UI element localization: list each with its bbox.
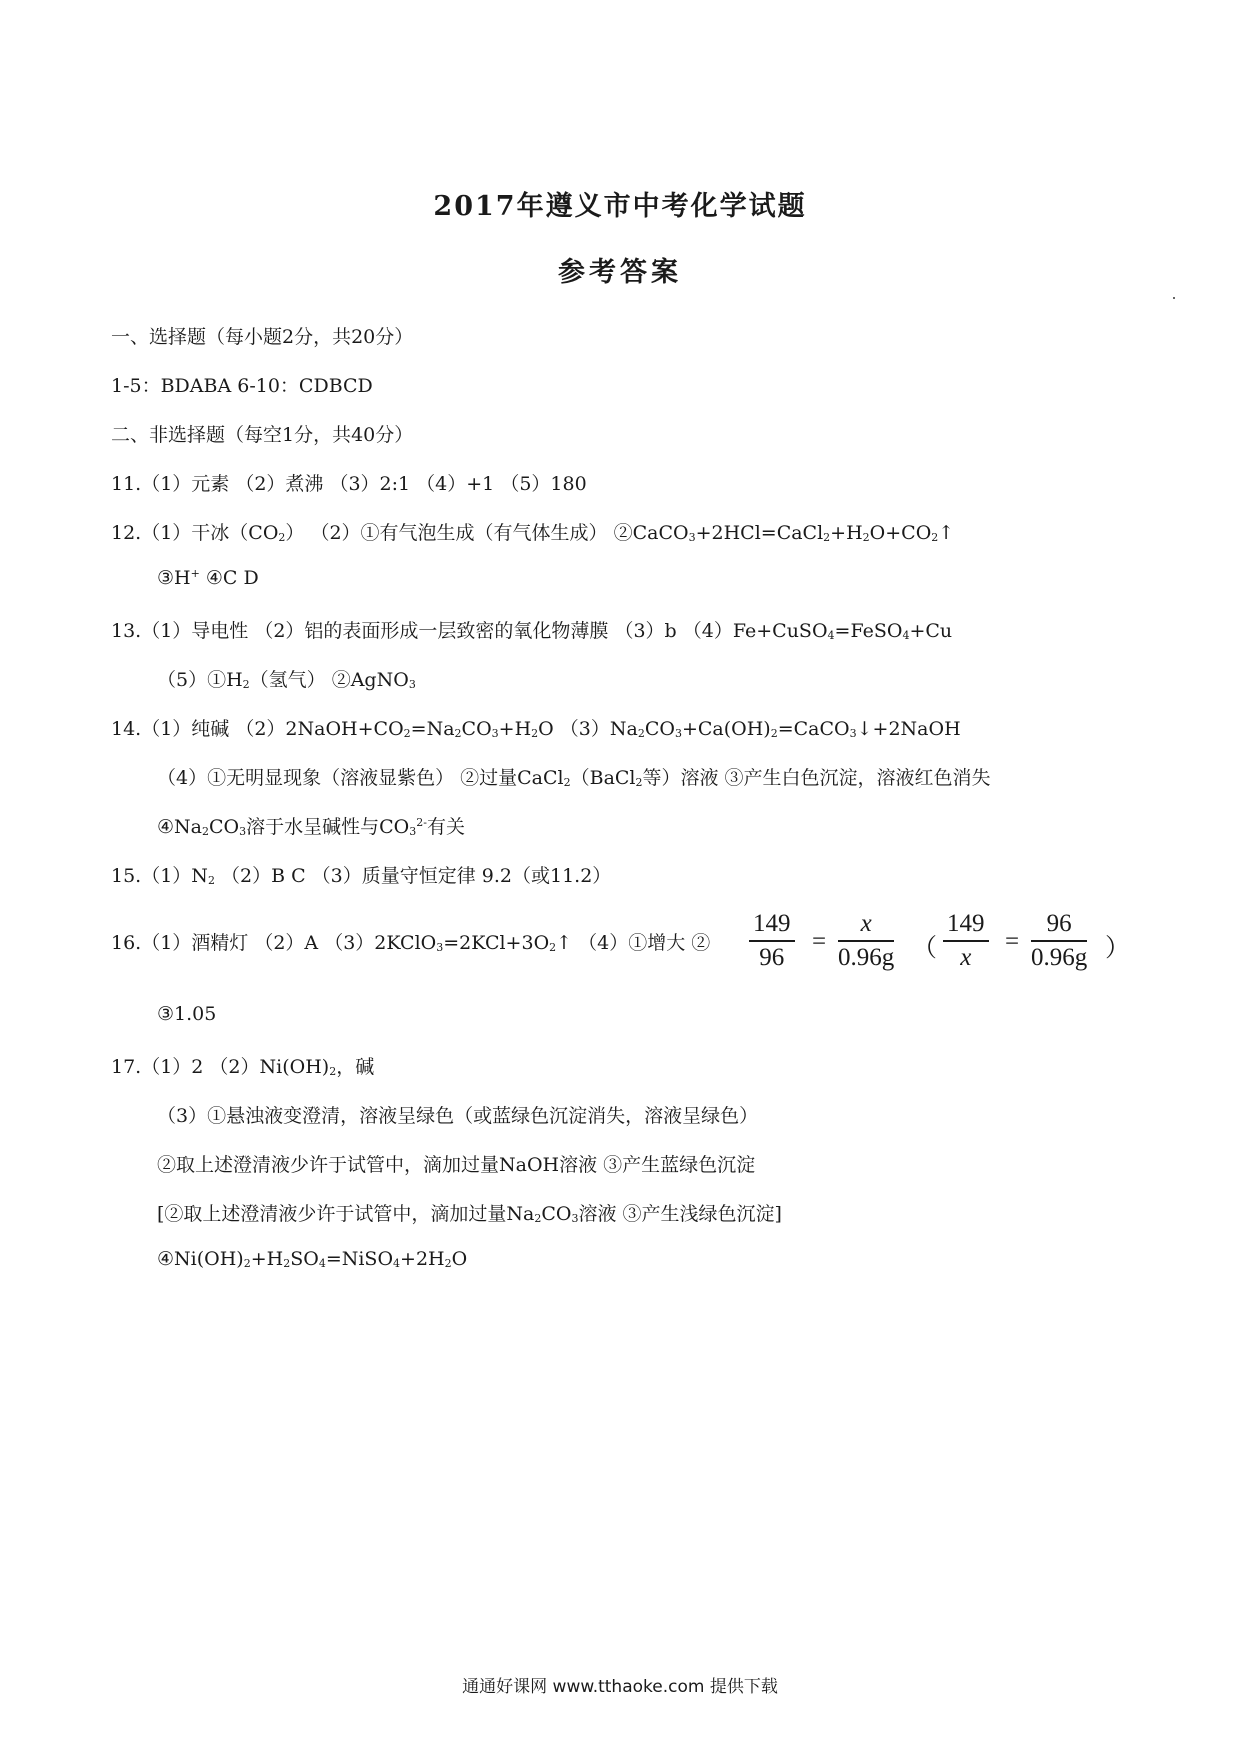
answer-12-line-2: ③H+ ④C D [157, 567, 259, 589]
section-2-heading: 二、非选择题（每空1分，共40分） [111, 424, 414, 446]
answer-11: 11.（1）元素 （2）煮沸 （3）2:1 （4）+1 （5）180 [111, 473, 587, 495]
answer-12-line-1: 12.（1）干冰$(CO_2)$ （2）①有气泡生成（有气体生成） $②CaCO_3+2HCl=CaCl_2+H_2O+CO_2↑$ [111, 522, 955, 544]
answer-16-line-2: ③1.05 [157, 1003, 217, 1025]
answer-14-line-2: （4）①无明显现象（溶液显紫色） ②过量CaCl$_2$（BaCl$_2$等）溶液 ③产生白色沉淀，溶液红色消失 [157, 767, 991, 789]
footer-source-note: 通通好课网 www.tthaoke.com 提供下载 [462, 1677, 778, 1697]
answer-16-line-1: 16.（1）酒精灯 （2）A $(3)2KClO_3=2KCl+3O_2↑$ （4）①增大 ② [111, 932, 711, 954]
answer-13-line-1: 13.（1）导电性 （2）铝的表面形成一层致密的氧化物薄膜 （3）b （4）Fe+CuSO$_4$=FeSO$_4$+Cu [111, 620, 953, 642]
fraction-x-over-mass: $\frac{x}{0.96g}$ [838, 910, 895, 971]
close-paren: ） [1105, 935, 1131, 962]
open-paren: （ [912, 935, 938, 962]
answer-14-line-3: $④Na_2CO_3$溶于水呈碱性与$CO_3^{2-}$有关 [157, 816, 465, 838]
answer-15: $15.(1)N_2$ （2）B C （3）质量守恒定律 9.2（或11.2） [111, 865, 612, 887]
document-title: 2017年遵义市中考化学试题 [433, 191, 807, 222]
answer-14-line-1: 14.（1）纯碱 $(2)2NaOH+CO_2=Na_2CO_3+H_2O$ $(3)Na_2CO_3+Ca(OH)_2=CaCO_3↓+2NaOH$ [111, 718, 961, 740]
answer-17-line-1: 17.（1）2 $(2)Ni(OH)_2$，碱 [111, 1056, 375, 1078]
equals-sign-1: = [812, 928, 827, 955]
document-subtitle: 参考答案 [558, 257, 682, 288]
fraction-96-over-mass: $\frac{96}{0.96g}$ [1031, 910, 1088, 971]
answer-17-line-3: ②取上述澄清液少许于试管中，滴加过量NaOH溶液 ③产生蓝绿色沉淀 [157, 1154, 756, 1176]
fraction-149-over-96: $\frac{149}{96}$ [749, 910, 795, 972]
equals-sign-2: = [1005, 928, 1020, 955]
scan-speck [1173, 297, 1175, 299]
fraction-149-over-x: $\frac{149}{x}$ [943, 910, 989, 972]
section-1-answers: 1-5：BDABA 6-10：CDBCD [111, 375, 373, 397]
answer-13-line-2: $(5)①H_2$（氢气） ②AgNO$_3$ [157, 669, 416, 691]
answer-17-line-2: （3）①悬浊液变澄清，溶液呈绿色（或蓝绿色沉淀消失，溶液呈绿色） [157, 1105, 759, 1127]
section-1-heading: 一、选择题（每小题2分，共20分） [111, 326, 414, 348]
answer-17-line-5: $④Ni(OH)_2+H_2SO_4=NiSO_4+2H_2O$ [157, 1248, 468, 1270]
answer-17-line-4: [②取上述澄清液少许于试管中，滴加过量$Na_2CO_3$溶液 ③产生浅绿色沉淀] [157, 1203, 782, 1225]
